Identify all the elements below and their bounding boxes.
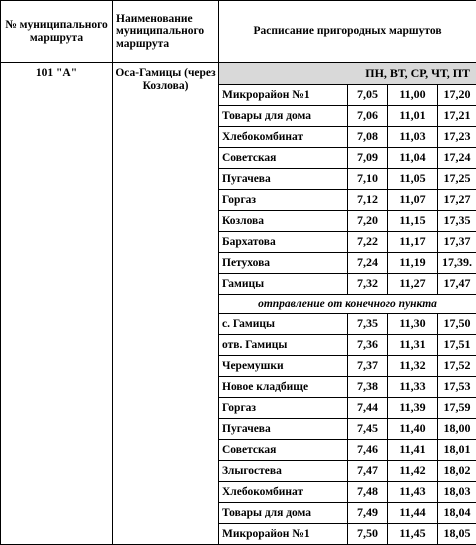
departure-time-1: 7,24 bbox=[348, 253, 388, 274]
departure-time-1: 7,12 bbox=[348, 190, 388, 211]
route-name: Оса-Гамицы (через Козлова) bbox=[113, 63, 219, 545]
departure-time-2: 11,39 bbox=[388, 398, 438, 419]
departure-time-3: 18,03 bbox=[438, 482, 476, 503]
stop-name: Микрорайон №1 bbox=[219, 524, 348, 545]
stop-name: Хлебокомбинат bbox=[219, 482, 348, 503]
departure-time-3: 17,47 bbox=[438, 274, 476, 295]
stop-name: Хлебокомбинат bbox=[219, 127, 348, 148]
departure-time-3: 17,50 bbox=[438, 314, 476, 335]
departure-time-1: 7,47 bbox=[348, 461, 388, 482]
departure-time-1: 7,05 bbox=[348, 85, 388, 106]
departure-time-1: 7,37 bbox=[348, 356, 388, 377]
departure-time-3: 18,04 bbox=[438, 503, 476, 524]
departure-time-3: 18,01 bbox=[438, 440, 476, 461]
departure-time-1: 7,46 bbox=[348, 440, 388, 461]
stop-name: Злыгостева bbox=[219, 461, 348, 482]
header-schedule: Расписание пригородных маршутов bbox=[219, 1, 476, 63]
departure-time-3: 17,39. bbox=[438, 253, 476, 274]
departure-time-3: 17,52 bbox=[438, 356, 476, 377]
stop-name: Петухова bbox=[219, 253, 348, 274]
departure-time-3: 17,24 bbox=[438, 148, 476, 169]
route-number: 101 "А" bbox=[1, 63, 113, 545]
days-label: ПН, ВТ, СР, ЧТ, ПТ bbox=[219, 63, 476, 85]
stop-name: Пугачева bbox=[219, 169, 348, 190]
stop-name: Товары для дома bbox=[219, 503, 348, 524]
departure-time-1: 7,20 bbox=[348, 211, 388, 232]
departure-time-3: 17,20 bbox=[438, 85, 476, 106]
departure-time-1: 7,22 bbox=[348, 232, 388, 253]
departure-time-1: 7,06 bbox=[348, 106, 388, 127]
header-route-number: № муниципального маршрута bbox=[1, 1, 113, 63]
departure-time-3: 18,00 bbox=[438, 419, 476, 440]
departure-time-2: 11,41 bbox=[388, 440, 438, 461]
departure-time-3: 17,51 bbox=[438, 335, 476, 356]
departure-time-1: 7,32 bbox=[348, 274, 388, 295]
departure-time-1: 7,38 bbox=[348, 377, 388, 398]
departure-time-2: 11,31 bbox=[388, 335, 438, 356]
departure-time-3: 17,25 bbox=[438, 169, 476, 190]
return-trip-label: отправление от конечного пункта bbox=[219, 295, 476, 314]
departure-time-2: 11,32 bbox=[388, 356, 438, 377]
stop-name: Советская bbox=[219, 440, 348, 461]
departure-time-2: 11,04 bbox=[388, 148, 438, 169]
departure-time-3: 17,27 bbox=[438, 190, 476, 211]
departure-time-3: 18,02 bbox=[438, 461, 476, 482]
stop-name: Микрорайон №1 bbox=[219, 85, 348, 106]
departure-time-1: 7,08 bbox=[348, 127, 388, 148]
stop-name: с. Гамицы bbox=[219, 314, 348, 335]
stop-name: Новое кладбище bbox=[219, 377, 348, 398]
departure-time-2: 11,44 bbox=[388, 503, 438, 524]
departure-time-2: 11,15 bbox=[388, 211, 438, 232]
stop-name: отв. Гамицы bbox=[219, 335, 348, 356]
departure-time-3: 17,53 bbox=[438, 377, 476, 398]
departure-time-2: 11,27 bbox=[388, 274, 438, 295]
departure-time-1: 7,44 bbox=[348, 398, 388, 419]
stop-name: Гамицы bbox=[219, 274, 348, 295]
stop-name: Козлова bbox=[219, 211, 348, 232]
stop-name: Товары для дома bbox=[219, 106, 348, 127]
departure-time-3: 17,21 bbox=[438, 106, 476, 127]
departure-time-1: 7,45 bbox=[348, 419, 388, 440]
departure-time-2: 11,17 bbox=[388, 232, 438, 253]
departure-time-1: 7,10 bbox=[348, 169, 388, 190]
stop-name: Черемушки bbox=[219, 356, 348, 377]
departure-time-2: 11,00 bbox=[388, 85, 438, 106]
departure-time-2: 11,05 bbox=[388, 169, 438, 190]
departure-time-2: 11,40 bbox=[388, 419, 438, 440]
departure-time-1: 7,50 bbox=[348, 524, 388, 545]
departure-time-3: 17,35 bbox=[438, 211, 476, 232]
stop-name: Советская bbox=[219, 148, 348, 169]
departure-time-1: 7,35 bbox=[348, 314, 388, 335]
days-row bbox=[1, 63, 476, 85]
departure-time-3: 17,23 bbox=[438, 127, 476, 148]
departure-time-2: 11,01 bbox=[388, 106, 438, 127]
departure-time-2: 11,07 bbox=[388, 190, 438, 211]
departure-time-3: 17,37 bbox=[438, 232, 476, 253]
stop-name: Пугачева bbox=[219, 419, 348, 440]
departure-time-1: 7,36 bbox=[348, 335, 388, 356]
departure-time-2: 11,30 bbox=[388, 314, 438, 335]
departure-time-1: 7,48 bbox=[348, 482, 388, 503]
departure-time-1: 7,49 bbox=[348, 503, 388, 524]
departure-time-3: 17,59 bbox=[438, 398, 476, 419]
departure-time-2: 11,42 bbox=[388, 461, 438, 482]
header-route-name: Наименование муниципального маршрута bbox=[113, 1, 219, 63]
departure-time-3: 18,05 bbox=[438, 524, 476, 545]
departure-time-2: 11,19 bbox=[388, 253, 438, 274]
departure-time-1: 7,09 bbox=[348, 148, 388, 169]
departure-time-2: 11,33 bbox=[388, 377, 438, 398]
stop-name: Горгаз bbox=[219, 190, 348, 211]
header-row bbox=[1, 1, 476, 63]
stop-name: Бархатова bbox=[219, 232, 348, 253]
departure-time-2: 11,43 bbox=[388, 482, 438, 503]
departure-time-2: 11,45 bbox=[388, 524, 438, 545]
departure-time-2: 11,03 bbox=[388, 127, 438, 148]
stop-name: Горгаз bbox=[219, 398, 348, 419]
